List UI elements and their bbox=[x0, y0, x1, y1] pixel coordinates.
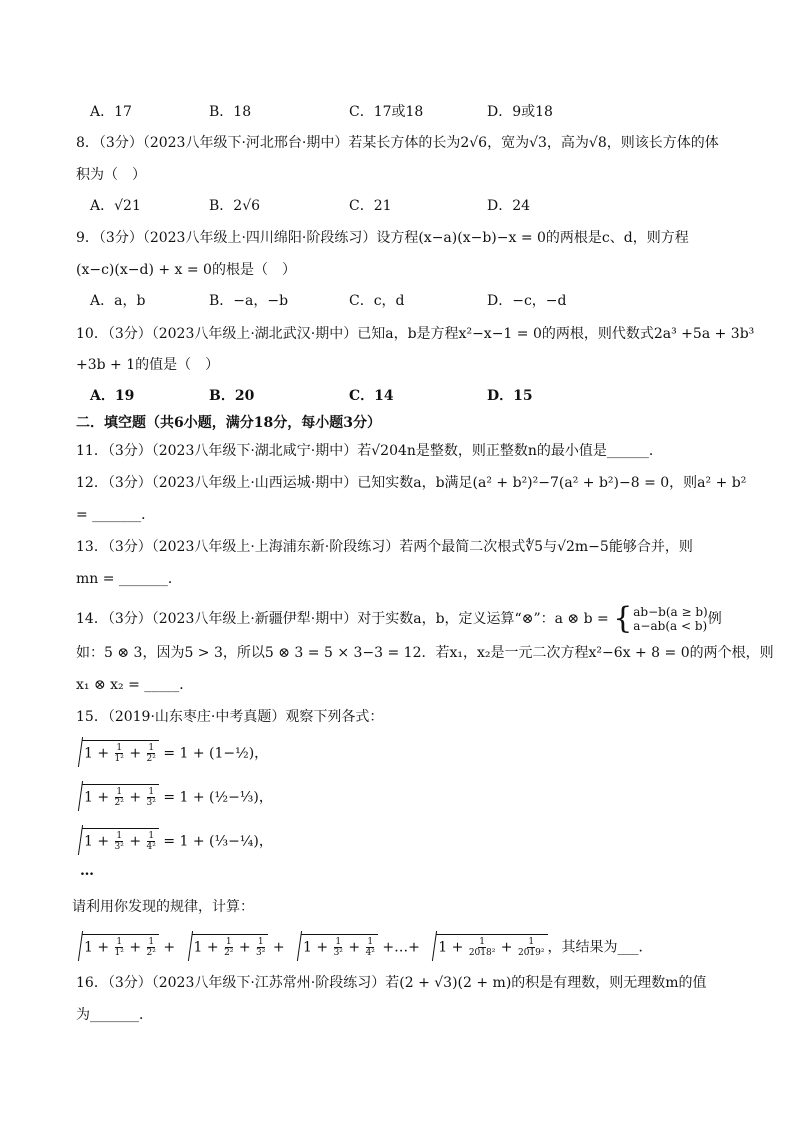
q12-stem-line1: 12．（3分）（2023八年级上·山西运城·期中）已知实数a，b满足(a² + b²)²−7(a² + b²)−8 = 0，则a² + b² bbox=[76, 475, 747, 491]
q15-result: ，其结果为___． bbox=[547, 939, 653, 956]
q11-stem: 11．（3分）（2023八年级下·湖北咸宁·期中）若√204n是整数，则正整数n的最小值是______． bbox=[76, 443, 663, 459]
q15-sum-expression: 1 + $\frac{1}{\text{1²}}$ + $\frac{1}{\text{2²}}$ + 1 + $\frac{1}{\text{2²}}$ + $\frac{1}{\text{3²}}$ + 1 + $\frac{1}{\text{3²}}$ + $\frac{1}{\text{4²}}$ +…+ 1 + $\frac{1}{\text{2018²}}$ + $\frac{1}{\text{2019²}}$ ，其结果为___． bbox=[70, 934, 653, 958]
q13-stem-line2: mn = _______． bbox=[76, 571, 182, 587]
q8-text: ，高为 bbox=[546, 135, 589, 151]
q7-option-a[interactable]: A．17 bbox=[90, 104, 132, 120]
q14-stem-line2: 如：5 ⊗ 3，因为5 > 3，所以5 ⊗ 3 = 5 × 3−3 = 12．若x₁，x₂是一元二次方程x²−6x + 8 = 0的两个根，则 bbox=[76, 645, 774, 661]
q15-eq3 bbox=[70, 828, 273, 852]
q9-stem-line2: (x−c)(x−d) + x = 0的根是（ ） bbox=[76, 262, 296, 278]
q16-stem-line1: 16．（3分）（2023八年级下·江苏常州·阶段练习）若(2 + √3)(2 + m)的积是有理数，则无理数m的值 bbox=[76, 975, 707, 991]
q7-option-b[interactable]: B．18 bbox=[209, 104, 252, 120]
case-2: a−ab(a < b) bbox=[633, 619, 708, 633]
q8-option-d[interactable]: D．24 bbox=[487, 198, 531, 214]
q14-suffix: 例 bbox=[707, 611, 722, 627]
sqrt-term: 1 + $\frac{1}{\text{3²}}$ + $\frac{1}{\text{4²}}$ bbox=[289, 934, 378, 958]
cases bbox=[633, 605, 707, 633]
q8-text: ，宽为 bbox=[487, 135, 530, 151]
section-title-fill-in: 二．填空题（共6小题，满分18分，每小题3分） bbox=[76, 415, 381, 431]
q12-stem-line2: = _______． bbox=[76, 507, 156, 523]
q9-option-a[interactable]: A．a，b bbox=[90, 293, 146, 309]
q7-option-c[interactable]: C．17或18 bbox=[349, 104, 424, 120]
q10-option-d[interactable]: D．15 bbox=[487, 388, 533, 404]
q8-stem-line2: 积为（ ） bbox=[76, 167, 146, 183]
q9-option-c[interactable]: C．c，d bbox=[349, 293, 405, 309]
q15-ellipsis: … bbox=[80, 863, 94, 879]
eq1-rhs: = 1 + (1−½)， bbox=[163, 745, 269, 762]
q15-prompt: 请利用你发现的规律，计算： bbox=[72, 899, 254, 915]
q14-stem-line1 bbox=[76, 601, 722, 636]
q8-suffix: ，则该长方体的体 bbox=[606, 135, 719, 151]
q15-eq1 bbox=[70, 740, 268, 764]
case-1: ab−b(a ≥ b) bbox=[633, 605, 708, 619]
q8-width: √3 bbox=[529, 135, 547, 151]
sqrt-expression: 1 + $\frac{1}{\text{3²}}$ + $\frac{1}{\text{4²}}$ bbox=[70, 828, 159, 852]
eq3-rhs: = 1 + (⅓−¼)， bbox=[163, 833, 273, 850]
q14-stem-line3: x₁ ⊗ x₂ = _____． bbox=[76, 677, 194, 693]
q9-stem-line1: 9．（3分）（2023八年级上·四川绵阳·阶段练习）设方程(x−a)(x−b)−x = 0的两根是c、d，则方程 bbox=[76, 230, 689, 246]
sqrt-expression: 1 + $\frac{1}{\text{1²}}$ + $\frac{1}{\text{2²}}$ bbox=[70, 740, 159, 764]
q16-stem-line2: 为_______． bbox=[76, 1007, 153, 1023]
q15-eq2 bbox=[70, 784, 273, 808]
q10-option-c[interactable]: C．14 bbox=[349, 388, 394, 404]
sqrt-expression: 1 + $\frac{1}{\text{2²}}$ + $\frac{1}{\text{3²}}$ bbox=[70, 784, 159, 808]
q15-stem-line1: 15．（2019·山东枣庄·中考真题）观察下列各式： bbox=[76, 709, 384, 725]
q8-option-b[interactable]: B．2√6 bbox=[209, 198, 261, 214]
q7-option-d[interactable]: D．9或18 bbox=[487, 104, 553, 120]
sqrt-term: 1 + $\frac{1}{\text{1²}}$ + $\frac{1}{\text{2²}}$ bbox=[70, 934, 159, 958]
q9-option-b[interactable]: B．−a，−b bbox=[209, 293, 289, 309]
q8-length: 2√6 bbox=[460, 135, 488, 151]
q14-prefix: 14．（3分）（2023八年级上·新疆伊犁·期中）对于实数a，b，定义运算“⊗”：a ⊗ b = bbox=[76, 611, 614, 627]
q10-option-b[interactable]: B．20 bbox=[209, 388, 255, 404]
q9-option-d[interactable]: D．−c，−d bbox=[487, 293, 567, 309]
q13-stem-line1: 13．（3分）（2023八年级上·上海浦东新·阶段练习）若两个最简二次根式∜5与√2m−5能够合并，则 bbox=[76, 539, 693, 555]
sqrt-term: 1 + $\frac{1}{\text{2018²}}$ + $\frac{1}{\text{2019²}}$ bbox=[424, 934, 547, 958]
q8-option-a[interactable]: A．√21 bbox=[90, 198, 141, 214]
q8-option-c[interactable]: C．21 bbox=[349, 198, 392, 214]
brace-glyph: { bbox=[613, 601, 633, 636]
eq2-rhs: = 1 + (½−⅓)， bbox=[163, 789, 273, 806]
q8-stem-line1 bbox=[76, 134, 719, 152]
q8-height: √8 bbox=[588, 135, 607, 151]
q14-piecewise bbox=[613, 601, 708, 636]
q8-prefix: 8．（3分）（2023八年级下·河北邢台·期中）若某长方体的长为 bbox=[76, 135, 461, 151]
sqrt-term: 1 + $\frac{1}{\text{2²}}$ + $\frac{1}{\text{3²}}$ bbox=[180, 934, 269, 958]
q10-option-a[interactable]: A．19 bbox=[90, 388, 135, 404]
q10-stem-line1: 10．（3分）（2023八年级上·湖北武汉·期中）已知a，b是方程x²−x−1 = 0的两根，则代数式2a³ +5a + 3b³ bbox=[76, 326, 755, 342]
q10-stem-line2: +3b + 1的值是（ ） bbox=[76, 357, 220, 373]
